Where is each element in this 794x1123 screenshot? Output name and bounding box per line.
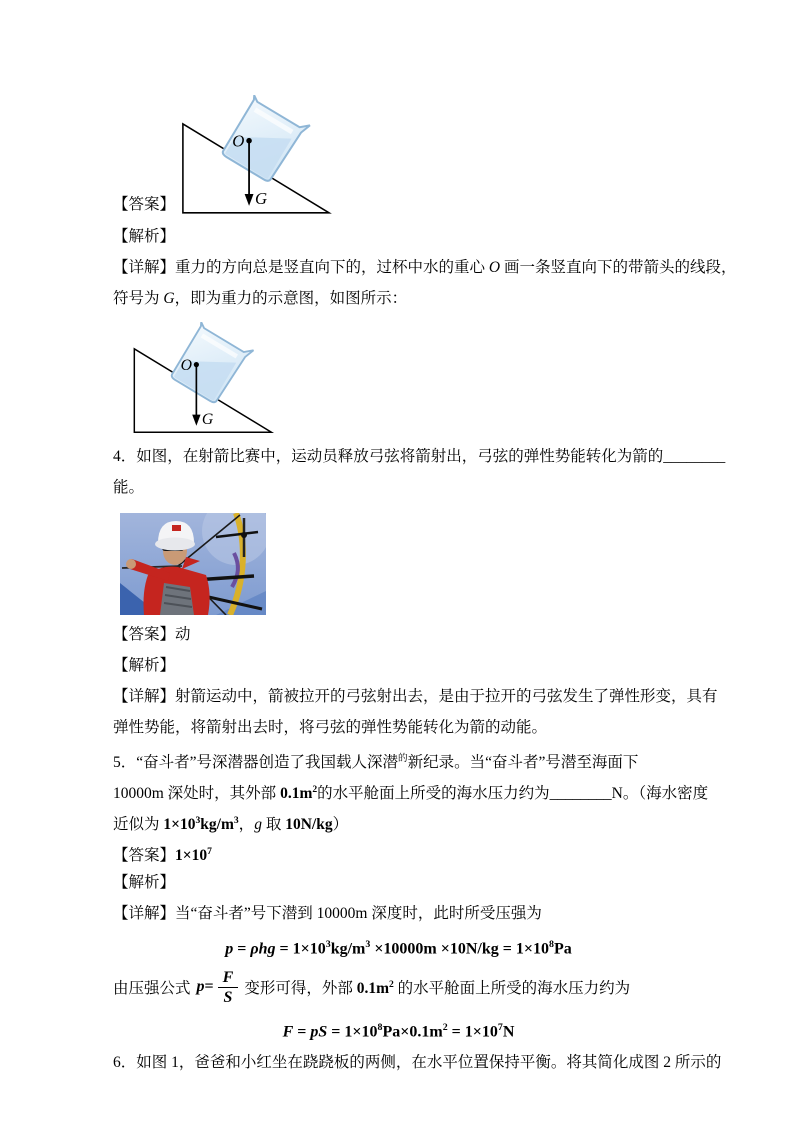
point-o-label: O — [180, 357, 192, 375]
q3-analysis-label: 【解析】 — [113, 228, 176, 245]
q6-text-line1: 6．如图 1，爸爸和小红坐在跷跷板的两侧，在水平位置保持平衡。将其简化成图 2 所示的 — [113, 1054, 722, 1071]
point-o-label: O — [232, 131, 245, 151]
q3-answer-figure-row — [113, 95, 684, 216]
q5-answer: 【答案】$1\times 10^7$ — [113, 846, 212, 865]
frac-denominator: S — [223, 988, 233, 1006]
q5-frac-prefix: 由压强公式 — [113, 980, 191, 997]
q3-answer-label: 【答案】 — [113, 196, 176, 213]
q4-detail-line1: 【详解】射箭运动中，箭被拉开的弓弦射出去，是由于拉开的弓弦发生了弹性形变，具有 — [113, 688, 718, 705]
q3-detail-line1: 【详解】重力的方向总是竖直向下的，过杯中水的重心 O 画一条竖直向下的带箭头的线段， — [113, 259, 737, 276]
archer-photo-wrap — [120, 513, 684, 615]
q4-answer: 【答案】动 — [113, 626, 191, 643]
q4-detail-line2: 弹性势能，将箭射出去时，将弓弦的弹性势能转化为箭的动能。 — [113, 719, 548, 736]
archer-photo — [120, 513, 266, 615]
fraction-f-over-s — [218, 968, 239, 1007]
flag-emblem — [172, 525, 181, 531]
incline-beaker-figure-1 — [175, 95, 333, 216]
gravity-g-label: G — [201, 410, 214, 428]
q4-text-line2: 能。 — [113, 479, 145, 496]
q4-analysis-label: 【解析】 — [113, 657, 176, 674]
incline-beaker-figure-2 — [122, 322, 280, 435]
q5-analysis-label: 【解析】 — [113, 874, 176, 891]
q5-text-line1: 5．“奋斗者”号深潜器创造了我国载人深潜$^的$新纪录。当“奋斗者”号潜至海面下 — [113, 753, 639, 772]
frac-numerator: F — [218, 968, 239, 988]
q5-detail-line1: 【详解】当“奋斗者”号下潜到 10000m 深度时，此时所受压强为 — [113, 905, 542, 922]
q5-text-line3: 近似为 $1\times 10^3kg/m^3$，g 取 10N/kg） — [113, 815, 349, 834]
q5-text-line2: 10000m 深处时，其外部 $0.1m^2$的水平舱面上所受的海水压力约为________N。（海水密度 — [113, 784, 709, 803]
archer-hand — [126, 559, 136, 569]
q3-detail-line2: 符号为 G，即为重力的示意图，如图所示： — [113, 290, 408, 307]
q5-force-formula: F = pS = $1\times 10^8Pa\times 0.1m^2 = 1\times 10^7N$ — [282, 1022, 515, 1041]
q5-pressure-formula: $p = \rho hg = 1\times 10^3kg/m^3 \times 10000m \times 10N/kg = 1\times 10^8Pa$ — [225, 939, 572, 958]
frac-eq: = — [204, 978, 214, 995]
q5-frac-suffix: 变形可得，外部 $0.1m^2$ 的水平舱面上所受的海水压力约为 — [244, 978, 631, 997]
q4-text-line1: 4．如图，在射箭比赛中，运动员释放弓弦将箭射出，弓弦的弹性势能转化为箭的________ — [113, 448, 726, 465]
q3-result-figure-wrap — [122, 322, 684, 435]
frac-lhs: p — [196, 978, 205, 995]
q5-fraction-line — [113, 962, 684, 1012]
gravity-g-label: G — [255, 188, 268, 208]
